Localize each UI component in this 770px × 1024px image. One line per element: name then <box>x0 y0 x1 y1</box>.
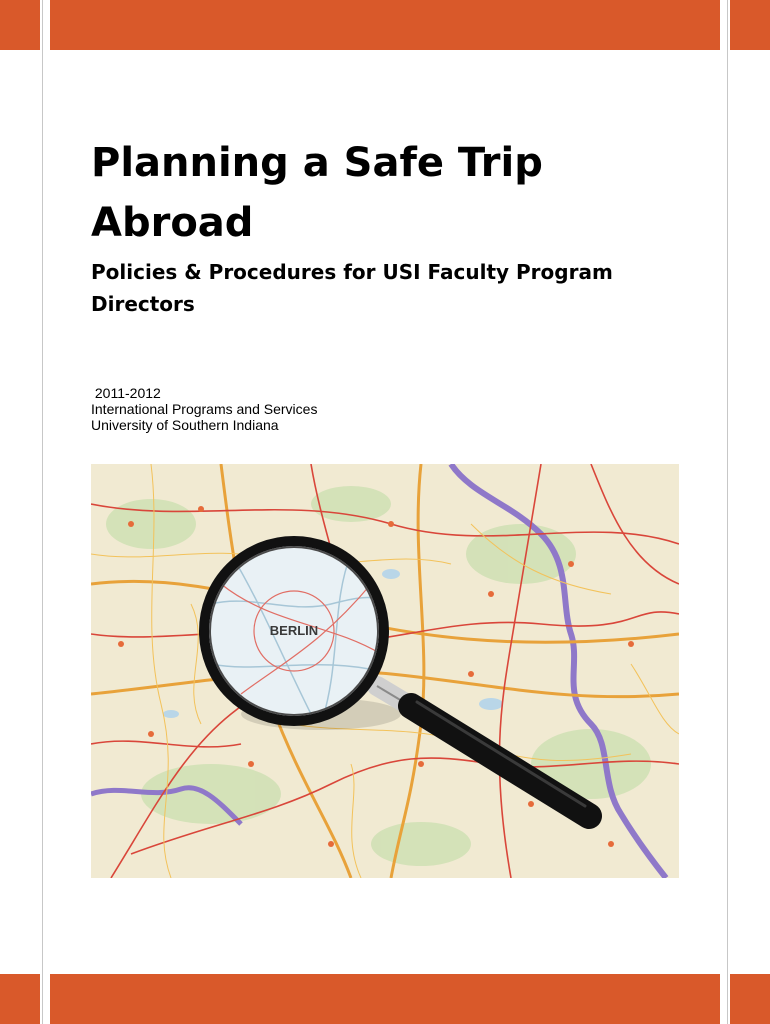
department-name: International Programs and Services <box>91 401 318 417</box>
footer-bar-left <box>0 974 40 1024</box>
document-subtitle: Policies & Procedures for USI Faculty Program Directors <box>91 260 613 316</box>
university-name: University of Southern Indiana <box>91 417 279 433</box>
header-bar-left <box>0 0 40 50</box>
page-edge-right <box>727 0 728 1024</box>
map-with-magnifier-image <box>91 464 679 878</box>
page-edge-left <box>42 0 43 1024</box>
map-city-label: BERLIN <box>269 623 319 638</box>
document-title: Planning a Safe Trip Abroad <box>91 140 543 246</box>
footer-bar-right <box>730 974 770 1024</box>
footer-bar <box>50 974 720 1024</box>
header-bar <box>50 0 720 50</box>
header-bar-right <box>730 0 770 50</box>
cover-image <box>91 464 679 878</box>
academic-year: 2011-2012 <box>91 385 161 401</box>
document-meta <box>91 385 491 433</box>
